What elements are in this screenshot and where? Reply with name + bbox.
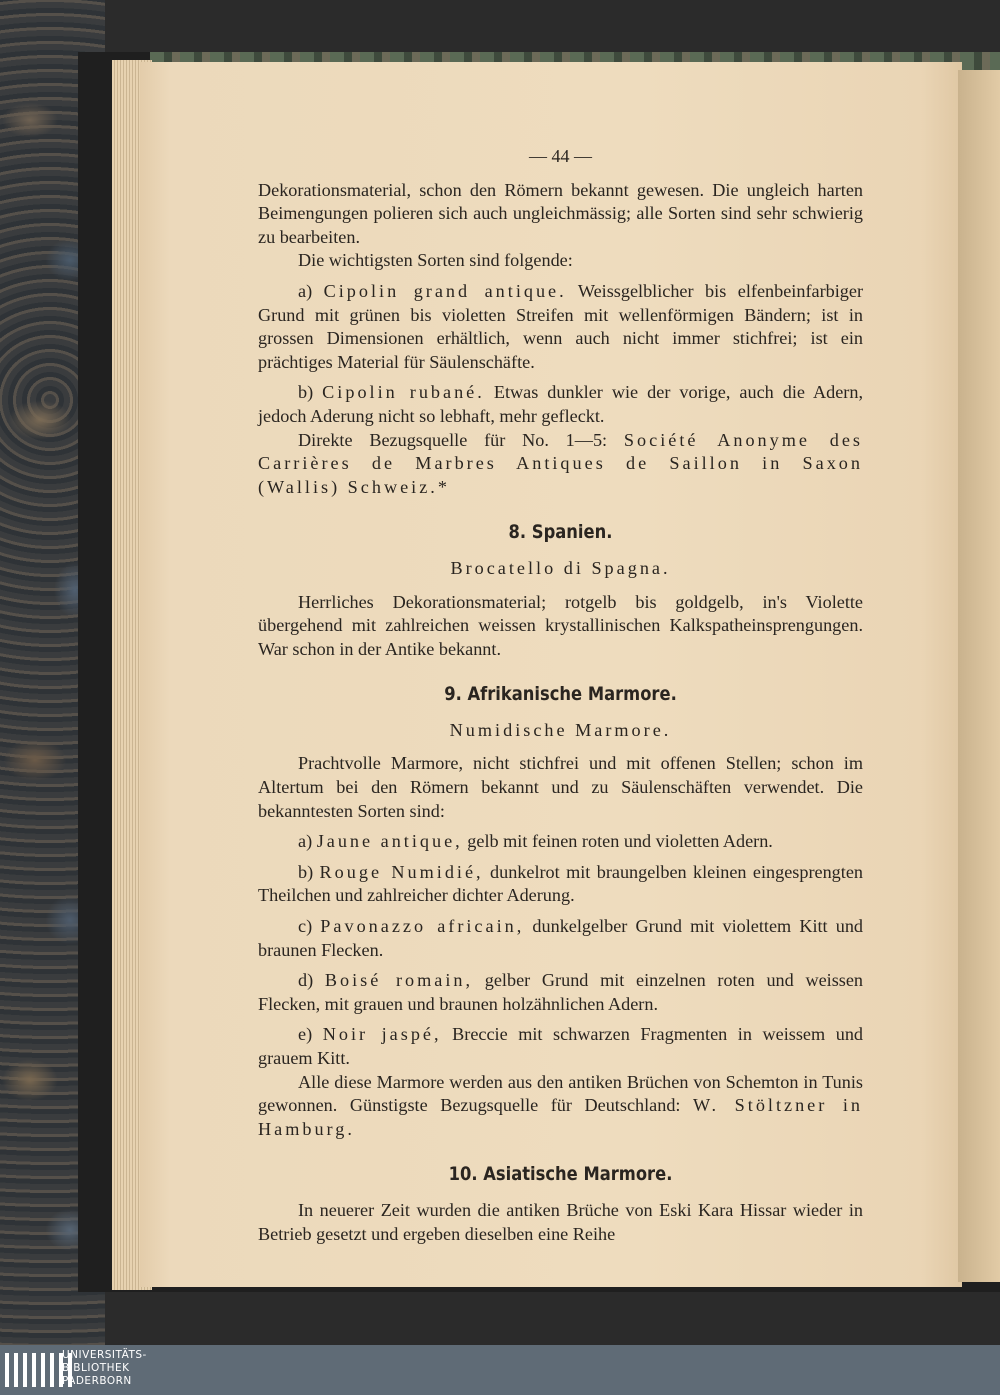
intro-list-lead: Die wichtigsten Sorten sind folgende: [298,250,573,271]
section-paragraph: In neuerer Zeit wurden die antiken Brüche von Eski Kara Hissar wieder in Betrieb gesetzt und ergeben dieselben eine Reihe [258,1199,863,1244]
closing-paragraph [258,1071,863,1142]
item-label: a) [298,831,313,852]
list-item [258,969,863,1016]
page-text [258,145,863,1246]
item-text: dunkelgelber Grund mit violettem Kitt und braunen Flecken. [258,916,864,960]
logo-line: UNIVERSITÄTS- [62,1349,147,1361]
page-number: — 44 — [529,146,592,166]
item-label: e) [298,1024,313,1045]
list-item [258,861,863,908]
section-subheading: Numidische Marmore. [449,719,672,740]
source-name: Société Anonyme des Carrières de Marbres Antiques de Saillon in Saxon (Wallis) Schweiz.* [258,429,863,497]
section-paragraph: Prachtvolle Marmore, nicht stichfrei und mit offenen Stellen; schon im Altertum bei den Römern bekannt und zu Säulenschäften verwendet. Die bekanntesten Sorten sind: [258,753,863,821]
next-page-edge [958,70,1000,1282]
library-logo-text [62,1349,147,1388]
item-text: Etwas dunkler wie der vorige, auch die Adern, jedoch Aderung nicht so lebhaft, mehr gefleckt. [258,382,864,426]
logo-line: BIBLIOTHEK [62,1362,130,1374]
item-label: c) [298,916,313,937]
item-name: Cipolin grand antique. [323,280,567,301]
item-name: Jaune antique, [316,831,463,852]
closing-text: Alle diese Marmore werden aus den antiken Brüchen von Schemton in Tunis gewonnen. Günstigste Bezugsquelle für Deutschland: [258,1071,863,1116]
item-name: Noir jaspé, [322,1024,442,1045]
item-text: gelb mit feinen roten und violetten Adern. [467,831,773,852]
item-name: Boisé romain, [324,970,474,991]
item-name: Cipolin rubané. [322,382,485,403]
logo-line: PADERBORN [62,1375,132,1387]
list-item [258,830,863,854]
library-footer [0,1345,1000,1395]
source-lead: Direkte Bezugsquelle für No. 1—5: [298,429,608,450]
item-text: Breccie mit schwarzen Fragmenten in weissem und grauem Kitt. [258,1024,864,1068]
item-text: dunkelrot mit braungelben kleinen eingesprengten Theilchen und zahlreicher dichter Aderung. [258,861,863,906]
intro-item-b: b) Cipolin rubané. Etwas dunkler wie der vorige, auch die Adern, jedoch Aderung nicht so lebhaft, mehr gefleckt. [258,382,864,426]
source-paragraph [258,429,863,500]
list-item [258,915,863,962]
item-label: b) [298,861,314,882]
intro-item-a: a) Cipolin grand antique. Weissgelblicher bis elfenbeinfarbiger Grund mit grünen bis violetten Streifen mit wellenförmigen Bändern; ist in grossen Dimensionen erhältlich, wenn auch nicht immer stichfrei; ist ein prächtiges Material für Säulenschäfte. [258,280,863,372]
closing-name: W. Stöltzner in Hamburg. [258,1095,864,1139]
item-name: Pavonazzo africain, [320,916,525,937]
item-text: gelber Grund mit einzelnen roten und weissen Flecken, mit grauen und braunen holzähnlichen Adern. [258,970,864,1014]
intro-paragraph: Dekorationsmaterial, schon den Römern bekannt gewesen. Die ungleich harten Beimengungen polieren sich auch ungleichmässig; alle Sorten sind sehr schwierig zu bearbeiten. [258,179,863,247]
section-heading: 9. Afrikanische Marmore. [444,683,677,706]
item-name: Rouge Numidié, [319,861,484,882]
list-item [258,1023,863,1070]
section-paragraph: Herrliches Dekorationsmaterial; rotgelb bis goldgelb, in's Violette übergehend mit zahlreichen weissen krystallinischen Kalkspatheinsprengungen. War schon in der Antike bekannt. [258,591,863,659]
item-label: d) [298,970,314,991]
section-heading: 10. Asiatische Marmore. [448,1163,673,1186]
section-subheading: Brocatello di Spagna. [450,557,671,578]
section-heading: 8. Spanien. [508,521,613,544]
item-text: Weissgelblicher bis elfenbeinfarbiger Grund mit grünen bis violetten Streifen mit wellenförmigen Bändern; ist in grossen Dimensionen erhältlich, wenn auch nicht immer stichfrei; ist ein prächtiges Material für Säulenschäfte. [258,280,863,372]
